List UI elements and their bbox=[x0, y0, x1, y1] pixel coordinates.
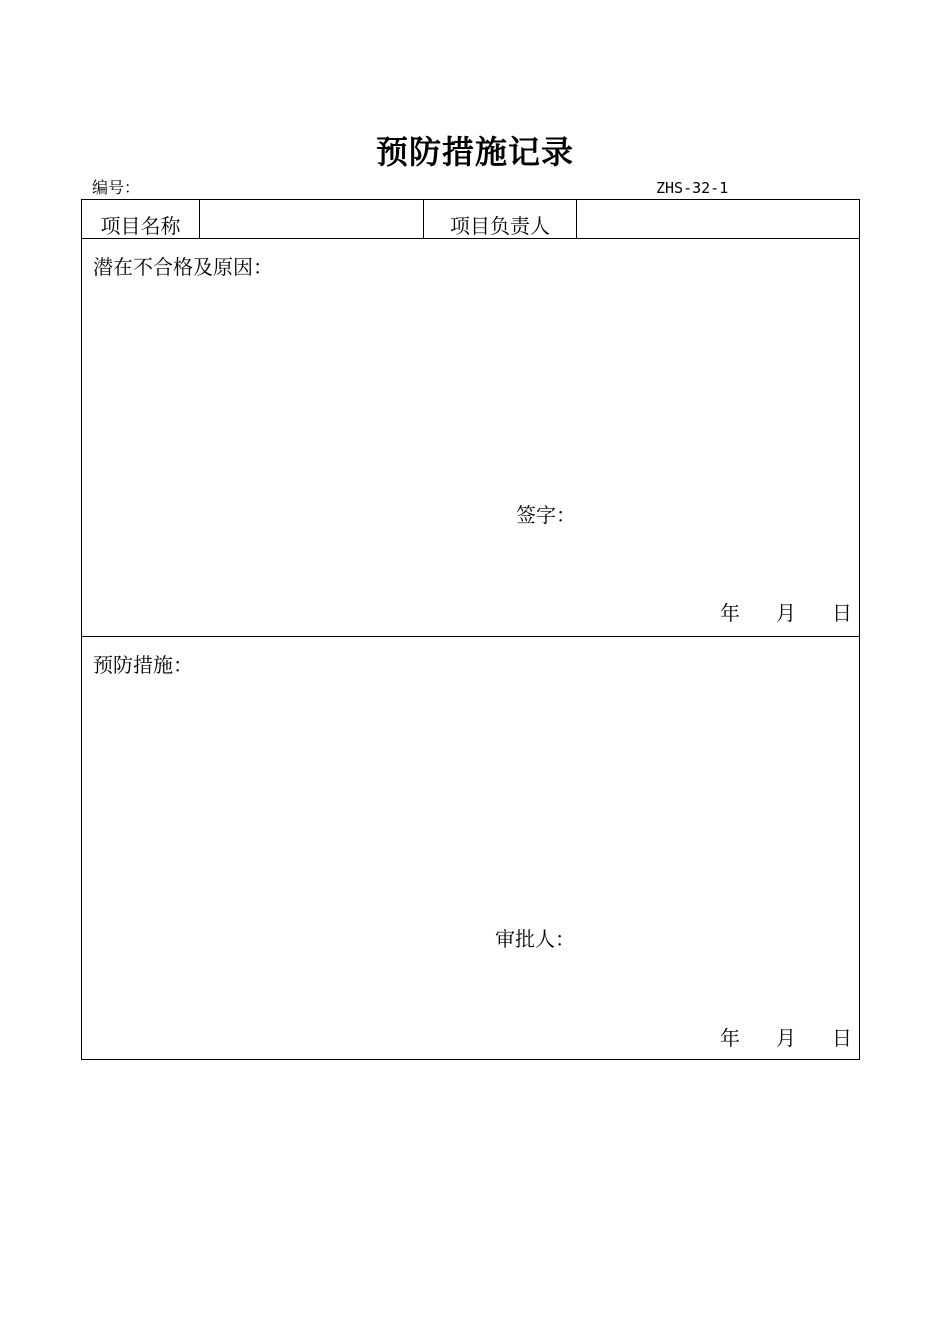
signature-label: 签字： bbox=[516, 503, 576, 527]
record-form bbox=[81, 199, 860, 1060]
preventive-measures-heading: 预防措施： bbox=[93, 653, 193, 677]
header-row bbox=[82, 200, 859, 239]
date-year-label: 年 bbox=[720, 1026, 740, 1050]
project-name-field[interactable] bbox=[200, 200, 424, 238]
approver-label: 审批人： bbox=[495, 927, 575, 951]
page-title: 预防措施记录 bbox=[375, 133, 574, 171]
date-month-label: 月 bbox=[776, 601, 796, 625]
date-day-label: 日 bbox=[832, 601, 852, 625]
potential-nonconformity-section[interactable] bbox=[82, 238, 859, 637]
preventive-measures-section[interactable] bbox=[82, 637, 859, 1059]
project-name-label: 项目名称 bbox=[82, 200, 200, 238]
number-label: 编号： bbox=[92, 178, 141, 197]
date-month-label: 月 bbox=[776, 1026, 796, 1050]
date-year-label: 年 bbox=[720, 601, 740, 625]
date-day-label: 日 bbox=[832, 1026, 852, 1050]
form-code: ZHS-32-1 bbox=[656, 179, 729, 197]
project-manager-label: 项目负责人 bbox=[424, 200, 577, 238]
potential-nonconformity-heading: 潜在不合格及原因： bbox=[93, 255, 273, 279]
project-manager-field[interactable] bbox=[577, 200, 859, 238]
